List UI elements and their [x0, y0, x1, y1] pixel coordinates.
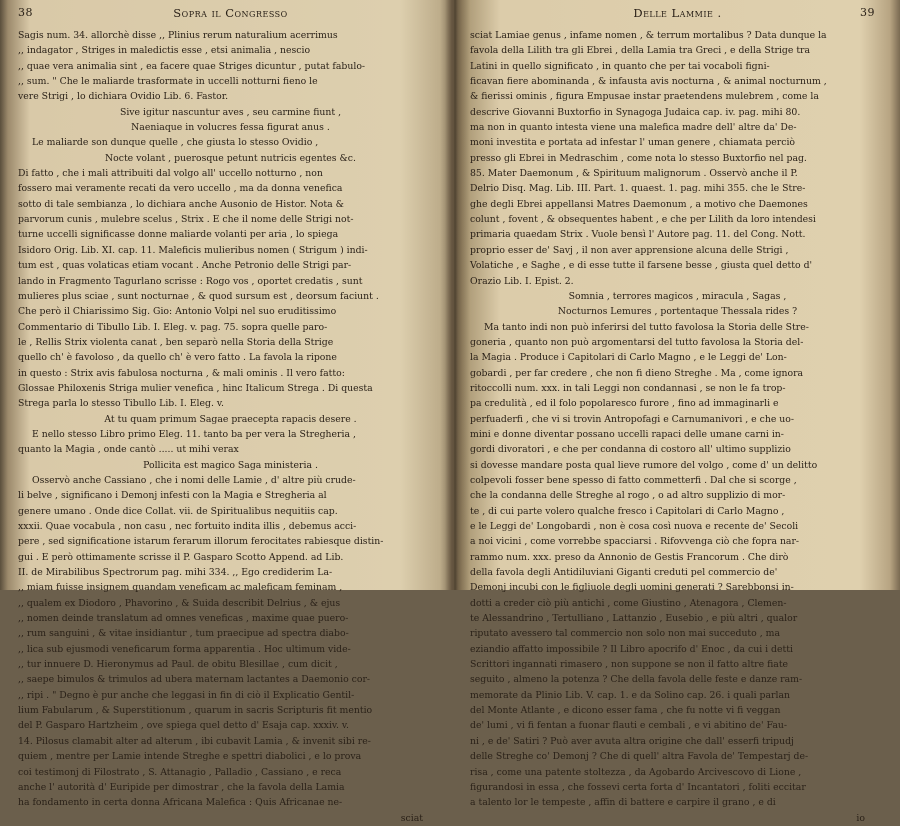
text-line: parvorum cunis , mulebre scelus , Strix . E che il nome delle Strigi not- [18, 214, 354, 226]
text-line: ,, rum sanguini , & vitae insidiantur , tum praecipue ad spectra diabo- [18, 628, 349, 640]
text-line: ,, tur innuere D. Hieronymus ad Paul. de obitu Blesillae , cum dicit , [18, 659, 338, 671]
text-line: gui . E però ottimamente scrisse il P. Gasparo Scotto Append. ad Lib. [18, 551, 344, 563]
text-line: proprio esser de' Savj , il non aver apprensione alcuna delle Strigi , [470, 244, 789, 256]
text-line: Commentario di Tibullo Lib. I. Eleg. v. pag. 75. sopra quelle paro- [18, 321, 328, 333]
text-line: descrive Giovanni Buxtorfio in Synagoga Judaica cap. iv. pag. mihi 80. [470, 106, 801, 118]
left-page [18, 6, 443, 824]
text-line: mulieres plus sciae , sunt nocturnae , & quod sursum est , deorsum faciunt . [18, 290, 379, 302]
text-line: Sive igitur nascuntur aves , seu carmine fiunt , [119, 106, 342, 118]
text-line: presso gli Ebrei in Medraschim , come nota lo stesso Buxtorfio nel pag. [470, 152, 807, 164]
left-running-head [18, 6, 443, 22]
right-text-block [470, 28, 885, 826]
text-line: lando in Fragmento Tagurlano scrisse : Rogo vos , oportet credatis , sunt [18, 275, 363, 287]
text-line: mini e donne diventar possano uccelli rapaci delle umane carni in- [470, 428, 784, 440]
text-line: Pollicita est magico Saga ministeria . [143, 459, 318, 471]
text-line: quanto la Magia , onde cantò ..... ut mihi verax [18, 444, 239, 456]
text-line: Ma tanto indi non può inferirsi del tutto favolosa la Storia delle Stre- [484, 321, 809, 333]
text-line: te Alessandrino , Tertulliano , Lattanzio , Eusebio , e più altri , qualor [470, 613, 798, 625]
text-line: ha fondamento in certa donna Africana Malefica : Quis Africanae ne- [18, 797, 343, 809]
text-line: colunt , fovent , & obsequentes habent , e che per Lilith da loro intendesi [470, 214, 816, 226]
text-line: seguito , almeno la potenza ? Che della favola delle feste e danze ram- [470, 674, 803, 686]
text-line: turne uccelli significasse donne maliarde volanti per aria , lo spiega [18, 229, 339, 241]
text-line: a noi vicini , come vorrebbe spacciarsi . Rifovvenga ciò che fopra nar- [470, 536, 800, 548]
text-line: delle Streghe co' Demonj ? Che di quell' altra Favola de' Tempestarj de- [470, 751, 809, 763]
text-line: Delrio Disq. Mag. Lib. III. Part. 1. quaest. 1. pag. mihi 355. che le Stre- [470, 183, 806, 195]
text-line: ,, indagator , Striges in maledictis esse , etsi animalia , nescio [18, 45, 311, 57]
text-line: quello ch' è favoloso , da quello ch' è vero fatto . La favola la ripone [18, 352, 337, 364]
text-line: ,, lica sub ejusmodi veneficarum forma apparentia . Hoc ultimum vide- [18, 643, 351, 655]
text-line: Demonj incubi con le figliuole degli uomini generati ? Sarebbonsi in- [470, 582, 794, 594]
text-line: figurandosi in essa , che fossevi certa forta d' Incantatori , foliti eccitar [470, 781, 806, 793]
text-line: favola della Lilith tra gli Ebrei , della Lamia tra Greci , e della Strige tra [470, 45, 811, 57]
text-line: eziandio affatto impossibile ? Il Libro apocrifo d' Enoc , da cui i detti [470, 643, 793, 655]
text-line: Orazio Lib. I. Epist. 2. [470, 275, 574, 287]
text-line: fossero mai veramente recati da vero uccello , ma da donna venefica [18, 183, 343, 195]
text-line: ma non in quanto intesta viene una malefica madre dell' altre da' De- [470, 122, 797, 134]
text-line: la Magia . Produce i Capitolari di Carlo Magno , e le Leggi de' Lon- [470, 352, 787, 364]
text-line: Sagis num. 34. allorchè disse ,, Plinius rerum naturalium acerrimus [18, 30, 338, 41]
text-line: del Monte Atlante , e dicono esser fama , che fu notte vi fi veggan [470, 705, 781, 717]
text-line: At tu quam primum Sagae praecepta rapacis desere . [104, 413, 357, 425]
text-line: Che però il Chiarissimo Sig. Gio: Antonio Volpi nel suo eruditissimo [18, 306, 337, 318]
text-line: ,, sum. " Che le maliarde trasformate in uccelli notturni fieno le [18, 76, 318, 88]
left-page-number: 38 [18, 6, 33, 19]
text-line: ,, quae vera animalia sint , ea facere quae Striges dicuntur , putat fabulo- [18, 60, 366, 72]
text-line: a talento lor le tempeste , affin di battere e carpire il grano , e di [470, 797, 776, 809]
text-line: rammo num. xxx. preso da Annonio de Gestis Francorum . Che dirò [470, 551, 789, 563]
text-line: in questo : Strix avis fabulosa nocturna , & mali ominis . Il vero fatto: [18, 367, 345, 379]
text-line: risa , come una patente stoltezza , da Agobardo Arcivescovo di Lione , [470, 766, 802, 778]
text-line: quiem , mentre per Lamie intende Streghe e spettri diabolici , e lo prova [18, 751, 362, 763]
text-line: ghe degli Ebrei appellansi Matres Daemonum , a motivo che Daemones [470, 198, 808, 210]
text-line: Latini in quello significato , in quanto che per tai vocaboli figni- [470, 60, 770, 72]
right-running-title: Delle Lammie . [633, 6, 722, 20]
right-running-head [470, 6, 885, 22]
text-line: pere , sed significatione istarum ferarum illorum ferocitates rabiesque distin- [18, 536, 384, 548]
text-line: Glossae Philoxenis Striga mulier venefica , hinc Italicum Strega . Di questa [18, 382, 373, 394]
text-line: 14. Pilosus clamabit alter ad alterum , ibi cubavit Lamia , & invenit sibi re- [18, 735, 371, 747]
text-line: memorate da Plinio Lib. V. cap. 1. e da Solino cap. 26. i quali parlan [470, 689, 790, 701]
text-line: gobardi , per far credere , che non fi dieno Streghe . Ma , come ignora [470, 367, 804, 379]
text-line: del P. Gasparo Hartzheim , ove spiega quel detto d' Esaja cap. xxxiv. v. [18, 720, 349, 732]
text-line: riputato avessero tal commercio non solo non mai succeduto , ma [470, 628, 780, 640]
text-line: Somnia , terrores magicos , miracula , Sagas , [568, 290, 787, 302]
text-line: xxxii. Quae vocabula , non casu , nec fortuito indita illis , debemus acci- [18, 521, 357, 532]
text-line: Nocturnos Lemures , portentaque Thessala rides ? [557, 306, 798, 318]
text-line: tum est , quas volaticas etiam vocant . Anche Petronio delle Strigi par- [18, 260, 352, 272]
text-line: sciat [400, 812, 423, 824]
text-line: io [856, 812, 865, 824]
text-line: perfuaderfi , che vi si trovin Antropofagi e Carnumanivori , e che uo- [470, 413, 795, 425]
text-line: 85. Mater Daemonum , & Spirituum malignorum . Osservò anche il P. [470, 168, 798, 180]
text-line: Naeniaque in volucres fessa figurat anus . [131, 122, 330, 134]
text-line: de' lumi , vi fi fentan a fuonar flauti e cembali , e vi abitino de' Fau- [470, 720, 788, 732]
text-line: ,, qualem ex Diodoro , Phavorino , & Suida describit Delrius , & ejus [18, 597, 341, 609]
text-line: pa credulità , ed il folo popolaresco furore , fino ad immaginarli e [470, 398, 779, 410]
text-line: li belve , significano i Demonj infesti con la Magia e Stregheria al [18, 490, 327, 502]
text-line: gordi divoratori , e che per condanna di costoro all' ultimo supplizio [470, 444, 791, 456]
gutter-shadow [440, 0, 470, 590]
text-line: Strega parla lo stesso Tibullo Lib. I. Eleg. v. [18, 398, 224, 410]
text-line: anche l' autorità d' Euripide per dimostrar , che la favola della Lamia [18, 781, 345, 793]
text-line: Isidoro Orig. Lib. XI. cap. 11. Maleficis mulieribus nomen ( Strigum ) indi- [18, 244, 368, 256]
text-line: ,, miam fuisse insignem quandam veneficam ac maleficam feminam , [18, 582, 343, 594]
text-line: della favola degli Antidiluviani Giganti creduti pel commercio de' [470, 567, 778, 579]
text-line: che la condanna delle Streghe al rogo , o ad altro supplizio di mor- [470, 490, 786, 502]
text-line: ni , e de' Satiri ? Può aver avuta altra origine che dall' esserfi tripudj [470, 735, 794, 747]
text-line: lium Fabularum , & Superstitionum , quarum in sacris Scripturis fit mentio [18, 705, 373, 717]
text-line: & fierissi ominis , figura Empusae instar praetendens mulebrem , come la [470, 91, 819, 103]
text-line: ,, saepe bimulos & trimulos ad ubera maternam lactantes a Daemonio cor- [18, 674, 371, 686]
text-line: ficavan fiere abominanda , & infausta avis nocturna , & animal nocturnum , [470, 76, 827, 88]
text-line: sotto di tale sembianza , lo dichiara anche Ausonio de Histor. Nota & [18, 198, 344, 210]
text-line: moni investita e portata ad infestar l' uman genere , chiamata perciò [470, 137, 796, 149]
text-line: goneria , quanto non può argomentarsi del tutto favolosa la Storia del- [470, 336, 804, 348]
text-line: primaria quaedam Strix . Vuole bensì l' Autore pag. 11. del Cong. Nott. [470, 229, 806, 241]
text-line: e le Leggi de' Longobardi , non è cosa così nuova e recente de' Secoli [470, 521, 799, 532]
text-line: te , di cui parte volero qualche fresco i Capitolari di Carlo Magno , [470, 505, 785, 517]
right-page-number: 39 [860, 6, 875, 19]
left-running-title: Sopra il Congresso [173, 6, 288, 20]
text-line: sciat Lamiae genus , infame nomen , & terrum mortalibus ? Data dunque la [470, 30, 827, 41]
text-line: II. de Mirabilibus Spectrorum pag. mihi 334. ,, Ego crediderim La- [18, 567, 333, 579]
text-line: ritoccolli num. xxx. in tali Leggi non condannasi , se non le fa trop- [470, 382, 786, 394]
text-line: Di fatto , che i mali attribuiti dal volgo all' uccello notturno , non [18, 168, 323, 180]
left-text-block [18, 28, 443, 826]
text-line: Nocte volant , puerosque petunt nutricis egentes &c. [105, 152, 356, 164]
text-line: genere umano . Onde dice Collat. vii. de Spiritualibus nequitiis cap. [18, 505, 338, 517]
text-line: E nello stesso Libro primo Eleg. 11. tanto ba per vera la Stregheria , [32, 428, 356, 440]
text-line: vere Strigi , lo dichiara Ovidio Lib. 6. Fastor. [18, 91, 229, 103]
text-line: le , Rellis Strix violenta canat , ben separò nella Storia della Strige [18, 336, 334, 348]
text-line: ,, nomen deinde translatum ad omnes veneficas , maxime quae puero- [18, 613, 349, 625]
text-line: si dovesse mandare posta qual lieve rumore del volgo , come d' un delitto [470, 459, 818, 471]
text-line: Volatiche , e Saghe , e di esse tutte il farsene besse , giusta quel detto d' [470, 260, 813, 272]
text-line: Osservò anche Cassiano , che i nomi delle Lamie , d' altre più crude- [32, 474, 356, 486]
text-line: Le maliarde son dunque quelle , che giusta lo stesso Ovidio , [32, 137, 319, 149]
right-page [470, 6, 885, 824]
text-line: Scrittori ingannati rimasero , non suppone se non il fatto altre fiate [470, 659, 789, 671]
text-line: ,, ripi . " Degno è pur anche che leggasi in fin di ciò il Explicatio Gentil- [18, 689, 355, 701]
text-line: dotti a creder ciò più antichi , come Giustino , Atenagora , Clemen- [470, 597, 787, 609]
text-line: coi testimonj di Filostrato , S. Attanagio , Palladio , Cassiano , e reca [18, 766, 342, 778]
text-line: colpevoli fosser bene spesso di fatto commetterfi . Dal che si scorge , [470, 474, 797, 486]
